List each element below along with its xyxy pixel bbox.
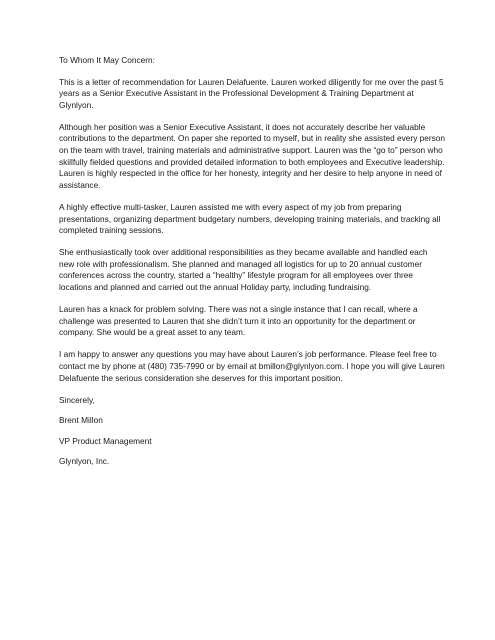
paragraph-introduction: This is a letter of recommendation for Lauren Delafuente. Lauren worked diligently for me over the past 5 years as a Senior Executive Assistant in the Professional Development & Training Department at Glynlyon. bbox=[59, 76, 444, 110]
paragraph-multitasker: A highly effective multi-tasker, Lauren assisted me with every aspect of my job from preparing presentations, organizing department budgetary numbers, developing training materials, and tracking all completed training sessions. bbox=[59, 201, 441, 236]
paragraph-contributions: Although her position was a Senior Executive Assistant, it does not accurately describe her valuable contributions to the department. On paper she reported to myself, but in reality she assisted every person on the team with travel, training materials and administrative support. Lauren was the “go to” person who skillfully fielded questions and provided detailed information to both employees and Executive leadership. Lauren is highly respected in the office for her honesty, integrity and her desire to help anyone in need of assistance. bbox=[59, 121, 446, 190]
recommendation-letter bbox=[59, 55, 445, 477]
signer-name: Brent Millon bbox=[59, 415, 103, 426]
signer-company: Glynlyon, Inc. bbox=[59, 456, 110, 467]
signer-title: VP Product Management bbox=[59, 435, 152, 446]
paragraph-contact: I am happy to answer any questions you may have about Lauren’s job performance. Please feel free to contact me by phone at (480) 735-7990 or by email at bmillon@glynlyon.com. I hope you will give Lauren Delafuente the serious consideration she deserves for this important position. bbox=[59, 349, 445, 383]
paragraph-problem-solving: Lauren has a knack for problem solving. There was not a single instance that I can recall, where a challenge was presented to Lauren that she didn’t turn it into an opportunity for the department or company. She would be a great asset to any team. bbox=[59, 304, 418, 338]
salutation: To Whom It May Concern: bbox=[59, 55, 155, 65]
closing: Sincerely, bbox=[59, 394, 95, 405]
paragraph-responsibilities: She enthusiastically took over additional responsibilities as they became available and handled each new role with professionalism. She planned and managed all logistics for up to 20 annual customer conferences across the country, started a “healthy” lifestyle program for all employees over three locations and planned and carried out the annual Holiday party, including fundraising. bbox=[59, 247, 428, 292]
